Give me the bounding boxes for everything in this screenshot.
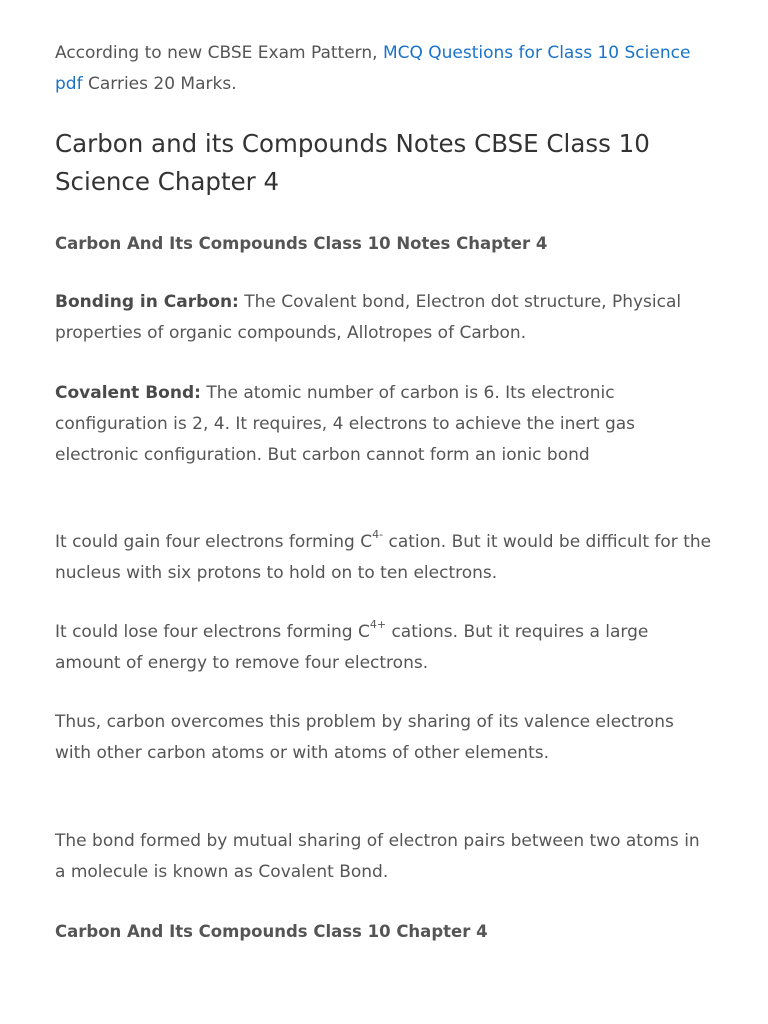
gain-charge-superscript: 4- xyxy=(372,528,384,542)
intro-text-before: According to new CBSE Exam Pattern, xyxy=(55,43,383,63)
lose-charge-superscript: 4+ xyxy=(369,618,387,632)
intro-paragraph xyxy=(55,38,715,100)
bonding-paragraph xyxy=(55,287,715,349)
bonding-label: Bonding in Carbon: xyxy=(55,292,239,312)
section-heading-chapter: Carbon And Its Compounds Class 10 Chapter 4 xyxy=(55,922,488,941)
lose-text-after: cations. But it requires a large amount of energy to remove four electrons. xyxy=(55,622,649,673)
mcq-questions-link[interactable]: MCQ Questions for Class 10 Science pdf xyxy=(55,43,691,94)
page-title: Carbon and its Compounds Notes CBSE Class 10 Science Chapter 4 xyxy=(55,129,650,196)
covalent-label: Covalent Bond: xyxy=(55,383,201,403)
covalent-definition-paragraph: The bond formed by mutual sharing of electron pairs between two atoms in a molecule is known as Covalent Bond. xyxy=(55,831,700,882)
sharing-paragraph: Thus, carbon overcomes this problem by sharing of its valence electrons with other carbon atoms or with atoms of other elements. xyxy=(55,712,674,763)
lose-text-before: It could lose four electrons forming C xyxy=(55,622,370,642)
lose-electrons-paragraph xyxy=(55,617,715,679)
section-heading-notes: Carbon And Its Compounds Class 10 Notes Chapter 4 xyxy=(55,234,548,253)
gain-electrons-paragraph xyxy=(55,527,715,589)
covalent-paragraph xyxy=(55,378,715,471)
covalent-text: The atomic number of carbon is 6. Its electronic configuration is 2, 4. It requires, 4 electrons to achieve the inert gas electronic configuration. But carbon cannot form an ionic bond xyxy=(55,383,636,465)
intro-text-after: Carries 20 Marks. xyxy=(82,74,237,94)
gain-text-after: cation. But it would be difficult for the nucleus with six protons to hold on to ten electrons. xyxy=(55,532,712,583)
bonding-text: The Covalent bond, Electron dot structure, Physical properties of organic compounds, Allotropes of Carbon. xyxy=(55,292,682,343)
gain-text-before: It could gain four electrons forming C xyxy=(55,532,373,552)
